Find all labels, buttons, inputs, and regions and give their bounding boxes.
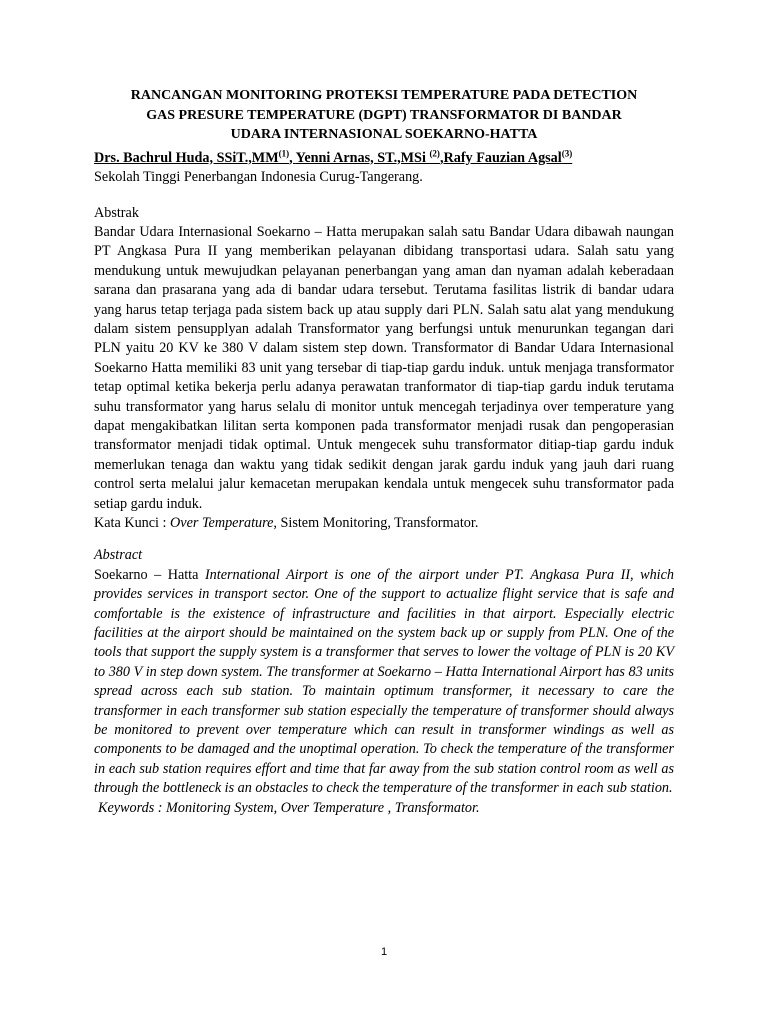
author-list: [94, 149, 674, 168]
author-2-affiliation-mark: (2): [429, 147, 440, 158]
abstract-body: [94, 566, 674, 799]
paper-page: [94, 86, 674, 818]
abstrak-body: Bandar Udara Internasional Soekarno – Hatta merupakan salah satu Bandar Udara dibawah naungan PT Angkasa Pura II yang memberikan pelayanan dibidang transportasi udara. Salah satu yang mendukung untuk mewujudkan pelayanan penerbangan yang aman dan nyaman adalah keberadaan sarana dan prasarana yang ada di bandar udara tersebut. Terutama fasilitas listrik di bandar udara yang harus tetap terjaga pada sistem back up atau supply dari PLN. Salah satu alat yang mendukung dalam sistem pensupplyan adalah Transformator yang berfungsi untuk menurunkan tegangan dari PLN yaitu 20 KV ke 380 V dalam sistem step down. Transformator di Bandar Udara Internasional Soekarno Hatta memiliki 83 unit yang tersebar di tiap-tiap gardu induk. untuk menjaga transformator tetap optimal ketika bekerja perlu adanya perawatan tranformator di tiap-tiap gardu induk terutama suhu transformator yang harus selalu di monitor untuk mencegah terjadinya over temperature yang dapat mengakibatkan lilitan serta komponen pada transformator menjadi rusak dan pengoperasian transformator menjadi tidak optimal. Untuk mengecek suhu transformator ditiap-tiap gardu induk memerlukan tenaga dan waktu yang tidak sedikit dengan jarak gardu induk yang jauh dari ruang control serta melalui jalur kemacetan merupakan kendala untuk mengecek suhu transformator pada setiap gardu induk.: [94, 223, 674, 512]
keywords-rest: , Sistem Monitoring, Transformator.: [273, 515, 479, 531]
author-separator-1: ,: [289, 149, 296, 166]
abstract-keywords: Keywords : Monitoring System, Over Temperature , Transformator.: [98, 799, 480, 816]
title-line-2: GAS PRESURE TEMPERATURE (DGPT) TRANSFORMATOR DI BANDAR: [146, 107, 622, 123]
author-1-affiliation-mark: (1): [278, 147, 290, 158]
author-2: Yenni Arnas, ST.,MSi: [295, 149, 430, 166]
author-3-affiliation-mark: (3): [561, 147, 573, 158]
paper-title: [94, 86, 674, 145]
abstrak-heading: Abstrak: [94, 204, 139, 221]
abstract-text: International Airport is one of the airport under PT. Angkasa Pura II, which provides services in transport sector. One of the support to actualize flight service that is safe and comfortable is the existence of infrastructure and facilities in that airport. Especially electric facilities at the airport should be maintained on the system back up or supply from PLN. One of the tools that support the supply system is a transformer that serves to lower the voltage of PLN is 20 KV to 380 V in step down system. The transformer at Soekarno – Hatta International Airport has 83 units spread across each sub station. To maintain optimum transformer, it necessary to care the transformer in each transformer sub station especially the temperature of transformer should always be monitored to prevent over temperature which can result in transformer windings as well as components to be damaged and the unoptimal operation. To check the temperature of the transformer in each sub station requires effort and time that far away from the sub station control room as well as through the bottleneck is an obstacles to check the temperature of the transformer in each sub station.: [94, 566, 674, 797]
abstract-lead: Soekarno – Hatta: [94, 566, 205, 583]
author-3: Rafy Fauzian Agsal: [443, 149, 562, 166]
author-1: Drs. Bachrul Huda, SSiT.,MM: [94, 149, 279, 166]
abstrak-keywords: [94, 514, 674, 533]
title-line-1: RANCANGAN MONITORING PROTEKSI TEMPERATURE PADA DETECTION: [130, 88, 638, 103]
keywords-italic-term: Over Temperature: [170, 515, 274, 531]
author-affiliation: Sekolah Tinggi Penerbangan Indonesia Curug-Tangerang.: [94, 168, 423, 185]
abstract-heading: Abstract: [94, 547, 143, 564]
author-separator-2: ,: [439, 149, 444, 166]
title-line-3: UDARA INTERNASIONAL SOEKARNO-HATTA: [230, 127, 538, 142]
author-names: [94, 147, 573, 166]
keywords-label: Kata Kunci :: [94, 515, 171, 531]
page-number: 1: [380, 946, 388, 958]
